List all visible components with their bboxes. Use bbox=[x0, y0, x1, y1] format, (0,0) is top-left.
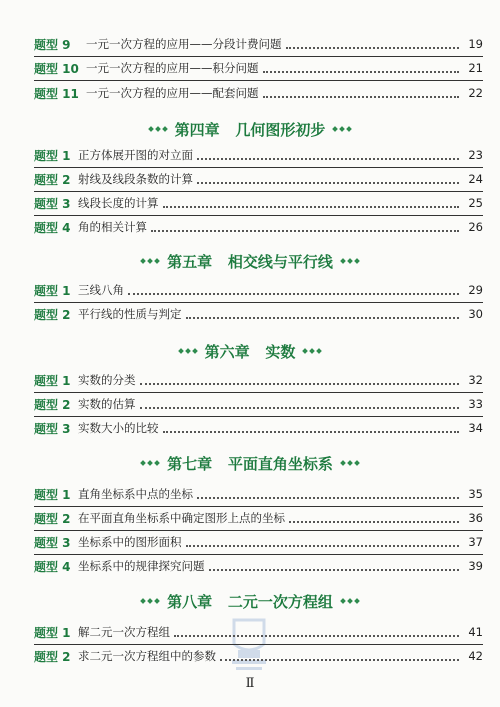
chapter-title: 第五章 相交线与平行线 bbox=[167, 252, 333, 271]
entry-tag: 题型 1 bbox=[34, 487, 71, 502]
divider bbox=[34, 215, 483, 216]
toc-entry[interactable] bbox=[34, 169, 483, 189]
dot-leader bbox=[220, 658, 459, 661]
toc-entry[interactable] bbox=[34, 370, 483, 390]
dot-leader bbox=[197, 181, 459, 184]
entry-page: 36 bbox=[468, 511, 483, 525]
dot-leader bbox=[197, 496, 459, 499]
dot-leader bbox=[151, 229, 459, 232]
entry-page: 24 bbox=[468, 172, 483, 186]
entry-title: 正方体展开图的对立面 bbox=[78, 148, 193, 162]
entry-title: 一元一次方程的应用——分段计费问题 bbox=[86, 37, 282, 51]
entry-page: 23 bbox=[468, 148, 483, 162]
dot-leader bbox=[286, 46, 460, 49]
dot-leader bbox=[140, 382, 460, 385]
library-watermark-icon bbox=[226, 610, 272, 676]
entry-tag: 题型 9 bbox=[34, 37, 71, 52]
toc-entry[interactable] bbox=[34, 646, 483, 666]
entry-title: 三线八角 bbox=[78, 283, 124, 297]
footer-page-number: Ⅱ bbox=[245, 676, 255, 691]
entry-tag: 题型 1 bbox=[34, 625, 71, 640]
dot-leader bbox=[209, 568, 460, 571]
dot-leader bbox=[289, 520, 459, 523]
diamond-dots-icon bbox=[341, 259, 359, 263]
dot-leader bbox=[163, 430, 460, 433]
entry-tag: 题型 2 bbox=[34, 649, 71, 664]
entry-tag: 题型 4 bbox=[34, 559, 71, 574]
entry-page: 39 bbox=[468, 559, 483, 573]
toc-entry[interactable] bbox=[34, 217, 483, 237]
toc-entry[interactable] bbox=[34, 280, 483, 300]
dot-leader bbox=[186, 316, 460, 319]
entry-page: 41 bbox=[468, 625, 483, 639]
entry-tag: 题型 3 bbox=[34, 421, 71, 436]
entry-page: 25 bbox=[468, 196, 483, 210]
entry-title: 线段长度的计算 bbox=[78, 196, 159, 210]
divider bbox=[34, 302, 483, 303]
entry-page: 34 bbox=[468, 421, 483, 435]
dot-leader bbox=[174, 634, 459, 637]
chapter-heading bbox=[0, 117, 500, 141]
chapter-heading bbox=[0, 451, 500, 475]
entry-tag: 题型 3 bbox=[34, 535, 71, 550]
chapter-heading bbox=[0, 249, 500, 273]
dot-leader bbox=[163, 205, 460, 208]
toc-entry[interactable] bbox=[34, 418, 483, 438]
entry-page: 21 bbox=[468, 61, 483, 75]
dot-leader bbox=[263, 95, 460, 98]
diamond-dots-icon bbox=[141, 259, 159, 263]
entry-tag: 题型 2 bbox=[34, 307, 71, 322]
entry-page: 26 bbox=[468, 220, 483, 234]
entry-title: 角的相关计算 bbox=[78, 220, 147, 234]
diamond-dots-icon bbox=[141, 599, 159, 603]
entry-title: 实数的分类 bbox=[78, 373, 136, 387]
entry-tag: 题型 3 bbox=[34, 196, 71, 211]
entry-title: 实数大小的比较 bbox=[78, 421, 159, 435]
chapter-title: 第四章 几何图形初步 bbox=[174, 120, 326, 139]
entry-page: 42 bbox=[468, 649, 483, 663]
toc-entry[interactable] bbox=[34, 193, 483, 213]
chapter-title: 第六章 实数 bbox=[204, 342, 296, 361]
dot-leader bbox=[140, 406, 460, 409]
entry-title: 射线及线段条数的计算 bbox=[78, 172, 193, 186]
entry-title: 坐标系中的图形面积 bbox=[78, 535, 182, 549]
toc-entry[interactable] bbox=[34, 556, 483, 576]
divider bbox=[34, 644, 483, 645]
divider bbox=[34, 506, 483, 507]
chapter-heading bbox=[0, 339, 500, 363]
entry-tag: 题型 4 bbox=[34, 220, 71, 235]
divider bbox=[34, 554, 483, 555]
toc-entry[interactable] bbox=[34, 508, 483, 528]
entry-tag: 题型 1 bbox=[34, 148, 71, 163]
entry-page: 35 bbox=[468, 487, 483, 501]
entry-tag: 题型 10 bbox=[34, 61, 79, 76]
toc-entry[interactable] bbox=[34, 532, 483, 552]
chapter-title: 第七章 平面直角坐标系 bbox=[167, 454, 333, 473]
entry-page: 32 bbox=[468, 373, 483, 387]
toc-entry[interactable] bbox=[34, 58, 483, 78]
divider bbox=[34, 167, 483, 168]
entry-page: 30 bbox=[468, 307, 483, 321]
chapter-title: 第八章 二元一次方程组 bbox=[167, 592, 333, 611]
entry-title: 一元一次方程的应用——配套问题 bbox=[86, 86, 259, 100]
dot-leader bbox=[263, 70, 460, 73]
diamond-dots-icon bbox=[333, 127, 351, 131]
divider bbox=[34, 56, 483, 57]
entry-tag: 题型 1 bbox=[34, 283, 71, 298]
divider bbox=[34, 392, 483, 393]
entry-tag: 题型 1 bbox=[34, 373, 71, 388]
toc-entry[interactable] bbox=[34, 34, 483, 54]
toc-entry[interactable] bbox=[34, 484, 483, 504]
entry-title: 解二元一次方程组 bbox=[78, 625, 170, 639]
entry-title: 一元一次方程的应用——积分问题 bbox=[86, 61, 259, 75]
entry-title: 直角坐标系中点的坐标 bbox=[78, 487, 193, 501]
diamond-dots-icon bbox=[341, 599, 359, 603]
divider bbox=[34, 191, 483, 192]
diamond-dots-icon bbox=[149, 127, 167, 131]
dot-leader bbox=[197, 157, 459, 160]
diamond-dots-icon bbox=[303, 349, 321, 353]
entry-title: 平行线的性质与判定 bbox=[78, 307, 182, 321]
toc-entry[interactable] bbox=[34, 622, 483, 642]
entry-page: 37 bbox=[468, 535, 483, 549]
entry-page: 19 bbox=[468, 37, 483, 51]
entry-page: 33 bbox=[468, 397, 483, 411]
entry-tag: 题型 2 bbox=[34, 397, 71, 412]
diamond-dots-icon bbox=[341, 461, 359, 465]
entry-title: 实数的估算 bbox=[78, 397, 136, 411]
divider bbox=[34, 530, 483, 531]
entry-title: 在平面直角坐标系中确定图形上点的坐标 bbox=[78, 511, 285, 525]
dot-leader bbox=[128, 292, 459, 295]
divider bbox=[34, 416, 483, 417]
entry-title: 求二元一次方程组中的参数 bbox=[78, 649, 216, 663]
toc-entry[interactable] bbox=[34, 394, 483, 414]
dot-leader bbox=[186, 544, 460, 547]
toc-entry[interactable] bbox=[34, 304, 483, 324]
entry-page: 29 bbox=[468, 283, 483, 297]
entry-title: 坐标系中的规律探究问题 bbox=[78, 559, 205, 573]
entry-tag: 题型 2 bbox=[34, 511, 71, 526]
diamond-dots-icon bbox=[141, 461, 159, 465]
toc-entry[interactable] bbox=[34, 83, 483, 103]
diamond-dots-icon bbox=[179, 349, 197, 353]
toc-entry[interactable] bbox=[34, 145, 483, 165]
entry-page: 22 bbox=[468, 86, 483, 100]
entry-tag: 题型 2 bbox=[34, 172, 71, 187]
entry-tag: 题型 11 bbox=[34, 86, 79, 101]
divider bbox=[34, 80, 483, 81]
